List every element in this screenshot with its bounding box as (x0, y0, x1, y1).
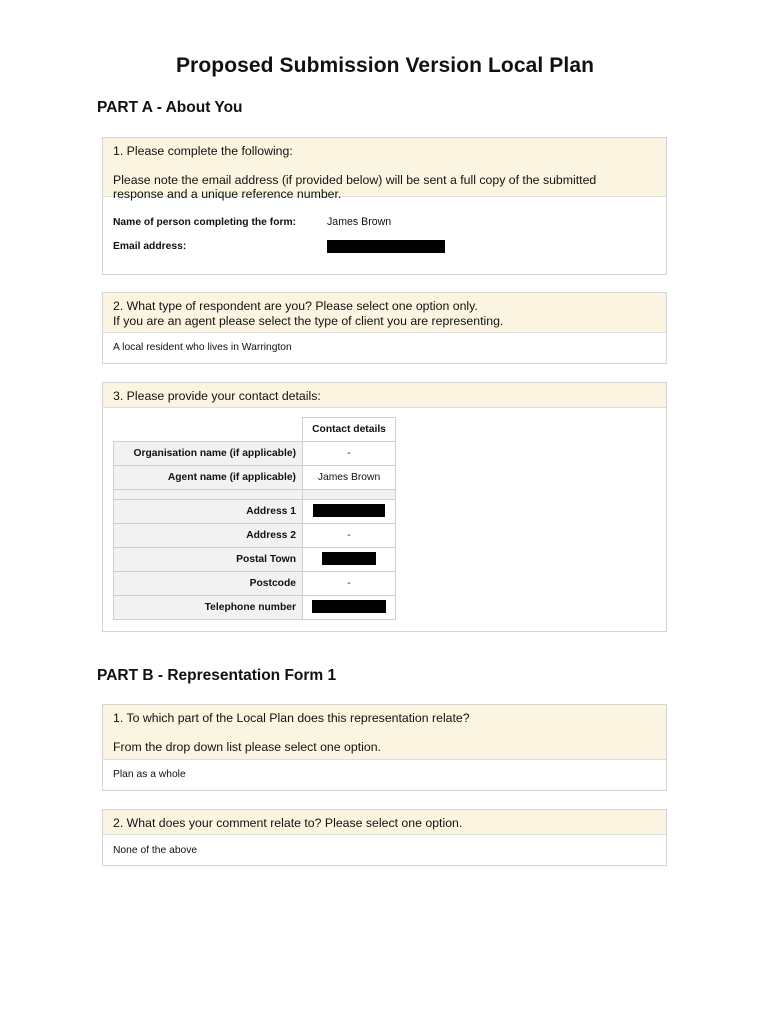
table-row (114, 596, 396, 620)
question-note: Please note the email address (if provided below) will be sent a full copy of the submitted (113, 172, 597, 187)
question-text: 1. Please complete the following: (113, 144, 293, 158)
question-box-a1 (102, 137, 667, 275)
town-redacted (322, 552, 376, 565)
question-header (103, 293, 666, 333)
table-row (114, 442, 396, 466)
email-row (113, 235, 656, 257)
question-header (103, 810, 666, 835)
email-label: Email address: (113, 240, 187, 252)
question-header (103, 383, 666, 408)
table-row (114, 572, 396, 596)
question-header (103, 138, 666, 201)
name-row (113, 211, 656, 233)
contact-details-table (113, 417, 396, 620)
question-box-b2 (102, 809, 667, 866)
question-note: response and a unique reference number. (113, 187, 342, 201)
table-spacer-row (114, 490, 396, 500)
part-b-heading: PART B - Representation Form 1 (97, 667, 337, 684)
question-text: 2. What type of respondent are you? Please select one option only. (113, 299, 478, 313)
phone-redacted (312, 600, 386, 613)
column-header: Contact details (303, 418, 396, 442)
table-row (114, 500, 396, 524)
agent-label: Agent name (if applicable) (114, 466, 303, 490)
question-box-a2 (102, 292, 667, 364)
answer-text: A local resident who lives in Warrington (113, 342, 292, 353)
table-row (114, 548, 396, 572)
email-redacted (327, 240, 445, 253)
address1-label: Address 1 (114, 500, 303, 524)
answer-text: Plan as a whole (113, 769, 186, 780)
phone-label: Telephone number (114, 596, 303, 620)
name-label: Name of person completing the form: (113, 216, 297, 228)
org-value: - (303, 442, 396, 466)
agent-value: James Brown (303, 466, 396, 490)
table-row (114, 466, 396, 490)
question-header (103, 705, 666, 760)
question-box-a3 (102, 382, 667, 632)
question-note: If you are an agent please select the type of client you are representing. (113, 313, 504, 328)
question-note: From the drop down list please select one option. (113, 739, 381, 754)
part-a-heading: PART A - About You (97, 99, 243, 116)
name-value: James Brown (327, 216, 392, 228)
page-title: Proposed Submission Version Local Plan (175, 54, 595, 77)
question-box-b1 (102, 704, 667, 791)
postcode-value: - (303, 572, 396, 596)
town-label: Postal Town (114, 548, 303, 572)
address2-value: - (303, 524, 396, 548)
answer-text: None of the above (113, 845, 198, 856)
table-row (114, 524, 396, 548)
postcode-label: Postcode (114, 572, 303, 596)
question-text: 1. To which part of the Local Plan does this representation relate? (113, 711, 470, 725)
address1-redacted (313, 504, 385, 517)
org-label: Organisation name (if applicable) (114, 442, 303, 466)
question-text: 3. Please provide your contact details: (113, 389, 321, 403)
address2-label: Address 2 (114, 524, 303, 548)
question-text: 2. What does your comment relate to? Please select one option. (113, 816, 463, 830)
